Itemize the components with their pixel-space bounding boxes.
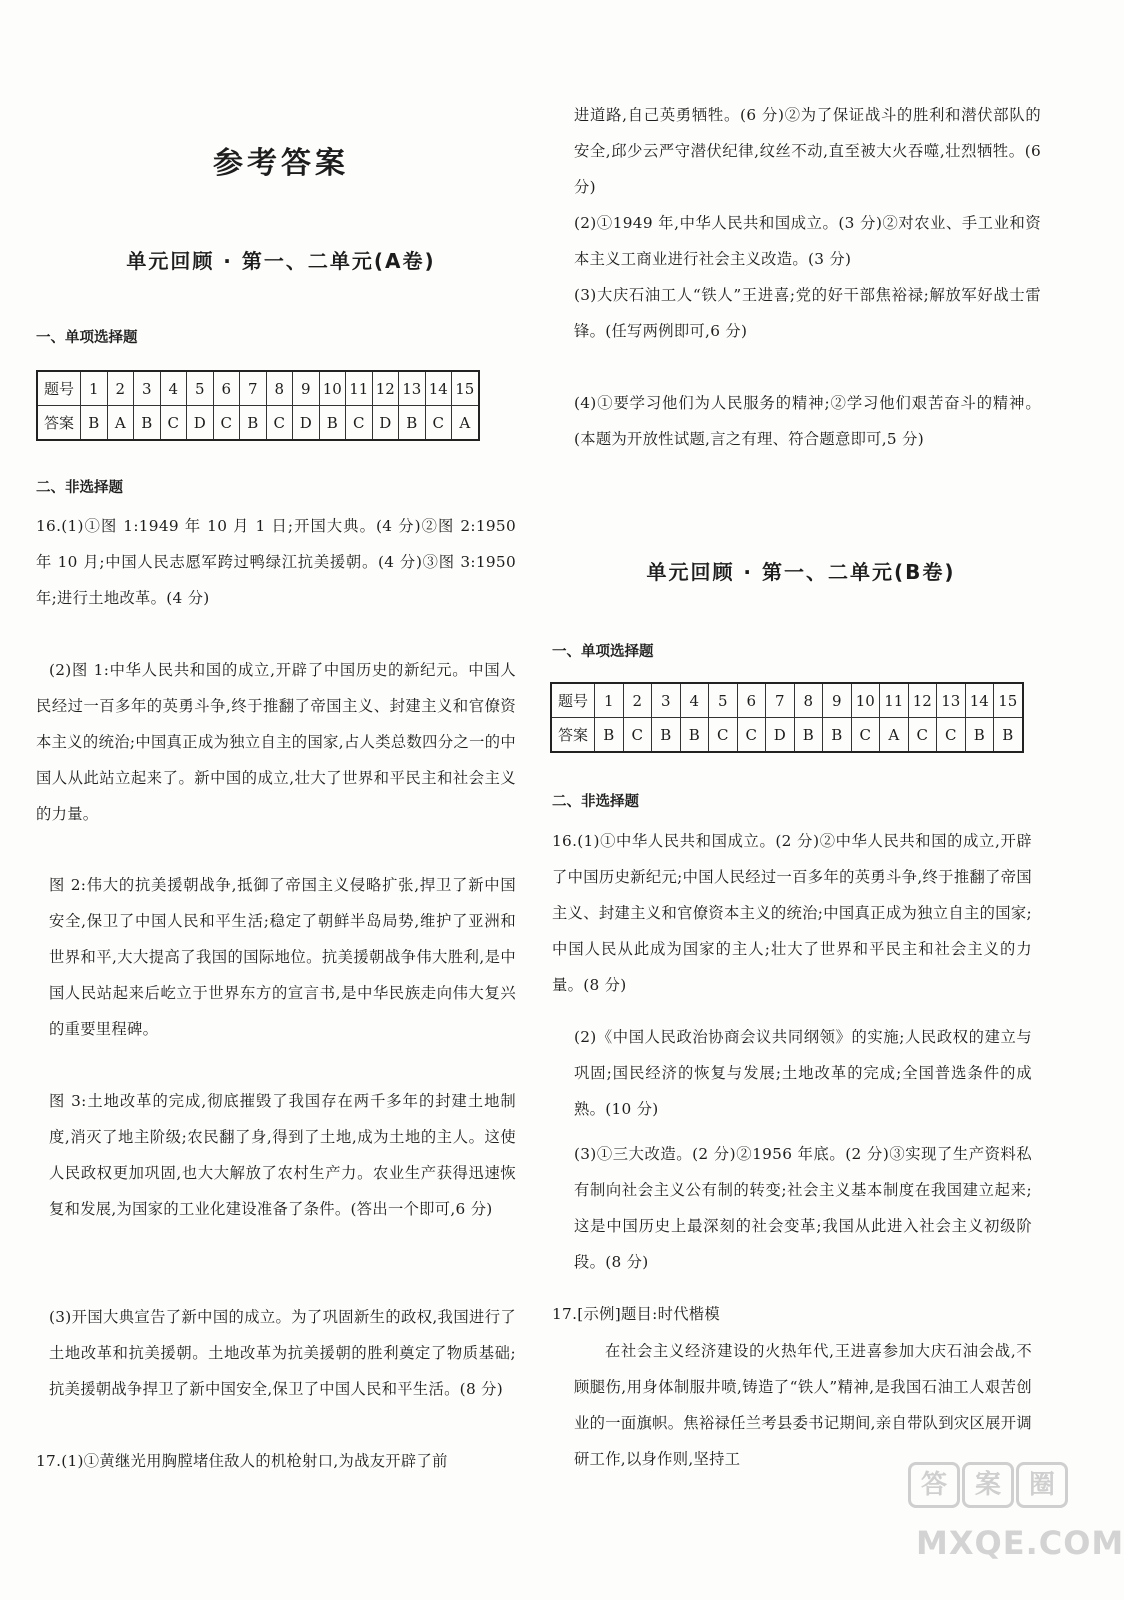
unit-b-section-choice: 一、单项选择题 xyxy=(552,644,654,660)
watermark-logo xyxy=(908,1462,1124,1582)
unit-a-q16-part3: (3)开国大典宣告了新中国的成立。为了巩固新生的政权,我国进行了土地改革和抗美援朝。土地改革为抗美援朝的胜利奠定了物质基础;抗美援朝战争捍卫了新中国安全,保卫了中国人民和平生活。(8 分) xyxy=(49,1308,516,1398)
answer-cell: C xyxy=(425,406,452,441)
question-number-cell: 7 xyxy=(766,683,795,718)
watermark-char: 答 xyxy=(908,1462,960,1508)
table-row xyxy=(37,406,479,441)
table-header-cell: 答案 xyxy=(37,406,81,441)
unit-b-answer-table xyxy=(550,682,1024,753)
table-row xyxy=(551,683,1023,718)
unit-a-q16-fig2: 图 2:伟大的抗美援朝战争,抵御了帝国主义侵略扩张,捍卫了新中国安全,保卫了中国人民和平生活;稳定了朝鲜半岛局势,维护了亚洲和世界和平,大大提高了我国的国际地位。抗美援朝战争伟大胜利,是中国人民站起来后屹立于世界东方的宣言书,是中华民族走向伟大复兴的重要里程碑。 xyxy=(49,876,516,1038)
unit-a-q17-part2: (2)①1949 年,中华人民共和国成立。(3 分)②对农业、手工业和资本主义工商业进行社会主义改造。(3 分) xyxy=(574,214,1041,268)
answer-cell: B xyxy=(794,718,823,753)
table-header-cell: 题号 xyxy=(37,371,81,406)
answer-cell: C xyxy=(266,406,293,441)
question-number-cell: 6 xyxy=(213,371,240,406)
answer-cell: C xyxy=(623,718,652,753)
unit-a-answer-table xyxy=(36,370,480,441)
question-number-cell: 12 xyxy=(908,683,937,718)
unit-b-title: 单元回顾 · 第一、二单元(B卷) xyxy=(646,560,956,584)
unit-a-q17-cont: 进道路,自己英勇牺牲。(6 分)②为了保证战斗的胜利和潜伏部队的安全,邱少云严守潜伏纪律,纹丝不动,直至被大火吞噬,壮烈牺牲。(6 分) xyxy=(574,106,1041,196)
question-number-cell: 11 xyxy=(880,683,909,718)
answer-cell: C xyxy=(908,718,937,753)
question-number-cell: 10 xyxy=(319,371,346,406)
question-number-cell: 5 xyxy=(187,371,214,406)
question-number-cell: 13 xyxy=(937,683,966,718)
table-header-cell: 题号 xyxy=(551,683,595,718)
unit-a-q17-part4: (4)①要学习他们为人民服务的精神;②学习他们艰苦奋斗的精神。(本题为开放性试题,言之有理、符合题意即可,5 分) xyxy=(574,394,1041,448)
table-row xyxy=(37,371,479,406)
table-row xyxy=(551,718,1023,753)
question-number-cell: 1 xyxy=(595,683,624,718)
answer-cell: C xyxy=(937,718,966,753)
answer-cell: D xyxy=(766,718,795,753)
answer-cell: B xyxy=(240,406,267,441)
question-number-cell: 3 xyxy=(134,371,161,406)
watermark-char: 案 xyxy=(962,1462,1014,1508)
unit-b-q17-heading: 17.[示例]题目:时代楷模 xyxy=(552,1305,720,1323)
unit-b-q16-part2: (2)《中国人民政治协商会议共同纲领》的实施;人民政权的建立与巩固;国民经济的恢复与发展;土地改革的完成;全国普选条件的成熟。(10 分) xyxy=(574,1028,1032,1118)
question-number-cell: 15 xyxy=(452,371,479,406)
question-number-cell: 9 xyxy=(823,683,852,718)
answer-cell: C xyxy=(213,406,240,441)
answer-cell: B xyxy=(595,718,624,753)
answer-cell: B xyxy=(965,718,994,753)
question-number-cell: 4 xyxy=(160,371,187,406)
unit-a-q16-part2: (2)图 1:中华人民共和国的成立,开辟了中国历史的新纪元。中国人民经过一百多年的英勇斗争,终于推翻了帝国主义、封建主义和官僚资本主义的统治;中国真正成为独立自主的国家,占人类总数四分之一的中国人从此站立起来了。新中国的成立,壮大了世界和平民主和社会主义的力量。 xyxy=(36,661,516,823)
answer-cell: C xyxy=(160,406,187,441)
unit-a-section-choice: 一、单项选择题 xyxy=(36,330,138,346)
unit-a-q16-part1: 16.(1)①图 1:1949 年 10 月 1 日;开国大典。(4 分)②图 2:1950 年 10 月;中国人民志愿军跨过鸭绿江抗美援朝。(4 分)③图 3:1950 年;进行土地改革。(4 分) xyxy=(36,517,516,607)
question-number-cell: 8 xyxy=(794,683,823,718)
answer-cell: B xyxy=(823,718,852,753)
question-number-cell: 6 xyxy=(737,683,766,718)
question-number-cell: 12 xyxy=(372,371,399,406)
unit-b-q16-part1: 16.(1)①中华人民共和国成立。(2 分)②中华人民共和国的成立,开辟了中国历史新纪元;中国人民经过一百多年的英勇斗争,终于推翻了帝国主义、封建主义和官僚资本主义的统治;中国真正成为独立自主的国家;中国人民从此成为国家的主人;壮大了世界和平民主和社会主义的力量。(8 分) xyxy=(552,832,1032,994)
question-number-cell: 10 xyxy=(851,683,880,718)
question-number-cell: 7 xyxy=(240,371,267,406)
answer-cell: A xyxy=(452,406,479,441)
question-number-cell: 4 xyxy=(680,683,709,718)
question-number-cell: 2 xyxy=(623,683,652,718)
answer-cell: C xyxy=(851,718,880,753)
unit-a-q17-part3: (3)大庆石油工人“铁人”王进喜;党的好干部焦裕禄;解放军好战士雷锋。(任写两例即可,6 分) xyxy=(574,286,1041,340)
answer-cell: C xyxy=(346,406,373,441)
unit-a-q16-fig3: 图 3:土地改革的完成,彻底摧毁了我国存在两千多年的封建土地制度,消灭了地主阶级;农民翻了身,得到了土地,成为土地的主人。这使人民政权更加巩固,也大大解放了农村生产力。农业生产获得迅速恢复和发展,为国家的工业化建设准备了条件。(答出一个即可,6 分) xyxy=(49,1092,516,1218)
answer-cell: B xyxy=(652,718,681,753)
question-number-cell: 1 xyxy=(81,371,108,406)
answer-cell: D xyxy=(187,406,214,441)
unit-b-q16-part3: (3)①三大改造。(2 分)②1956 年底。(2 分)③实现了生产资料私有制向社会主义公有制的转变;社会主义基本制度在我国建立起来;这是中国历史上最深刻的社会变革;我国从此进入社会主义初级阶段。(8 分) xyxy=(574,1145,1032,1271)
answer-cell: A xyxy=(107,406,134,441)
unit-a-q17-part1: 17.(1)①黄继光用胸膛堵住敌人的机枪射口,为战友开辟了前 xyxy=(36,1452,448,1470)
question-number-cell: 8 xyxy=(266,371,293,406)
answer-cell: B xyxy=(319,406,346,441)
question-number-cell: 9 xyxy=(293,371,320,406)
answer-cell: D xyxy=(372,406,399,441)
question-number-cell: 3 xyxy=(652,683,681,718)
answer-cell: C xyxy=(709,718,738,753)
question-number-cell: 5 xyxy=(709,683,738,718)
answer-cell: B xyxy=(680,718,709,753)
answer-cell: B xyxy=(134,406,161,441)
table-header-cell: 答案 xyxy=(551,718,595,753)
answer-cell: B xyxy=(81,406,108,441)
unit-a-title: 单元回顾 · 第一、二单元(A卷) xyxy=(126,249,436,273)
unit-b-section-nonchoice: 二、非选择题 xyxy=(552,794,639,810)
question-number-cell: 11 xyxy=(346,371,373,406)
question-number-cell: 2 xyxy=(107,371,134,406)
unit-b-q17-example: 在社会主义经济建设的火热年代,王进喜参加大庆石油会战,不顾腿伤,用身体制服井喷,铸造了“铁人”精神,是我国石油工人艰苦创业的一面旗帜。焦裕禄任兰考县委书记期间,亲自带队到灾区展开调研工作,以身作则,坚持工 xyxy=(574,1342,1032,1468)
question-number-cell: 14 xyxy=(425,371,452,406)
answer-cell: D xyxy=(293,406,320,441)
answer-cell: C xyxy=(737,718,766,753)
page-title: 参考答案 xyxy=(213,146,349,181)
unit-a-section-nonchoice: 二、非选择题 xyxy=(36,480,123,496)
question-number-cell: 13 xyxy=(399,371,426,406)
answer-cell: B xyxy=(399,406,426,441)
question-number-cell: 14 xyxy=(965,683,994,718)
question-number-cell: 15 xyxy=(994,683,1023,718)
answer-cell: B xyxy=(994,718,1023,753)
watermark-char: 圈 xyxy=(1016,1462,1068,1508)
watermark-url: MXQE.COM xyxy=(916,1524,1124,1562)
answer-cell: A xyxy=(880,718,909,753)
